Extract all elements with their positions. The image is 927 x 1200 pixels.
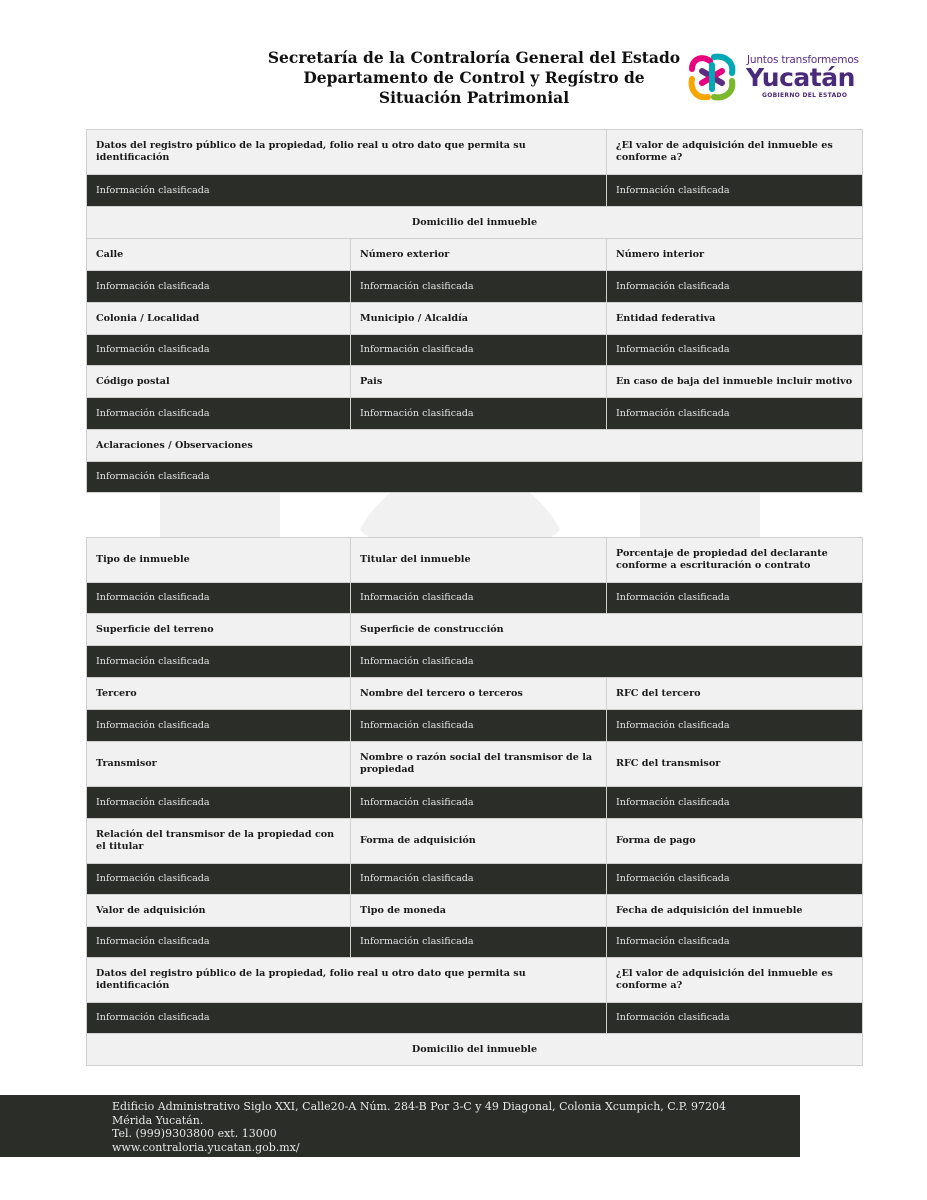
table-row bbox=[87, 271, 863, 303]
footer-line-address: Edificio Administrativo Siglo XXI, Calle20-A Núm. 284-B Por 3-C y 49 Diagonal, Colonia Xcumpich, C.P. 97204 bbox=[112, 1100, 726, 1113]
superficie-terreno-label: Superficie del terreno bbox=[87, 614, 351, 646]
table-row bbox=[87, 130, 863, 175]
relacion-transmisor-label: Relación del transmisor de la propiedad con el titular bbox=[87, 819, 351, 864]
fecha-adquisicion-label: Fecha de adquisición del inmueble bbox=[607, 895, 863, 927]
superficie-construccion-value: Información clasificada bbox=[351, 646, 863, 678]
table-row bbox=[87, 958, 863, 1003]
table-row bbox=[87, 646, 863, 678]
table-row bbox=[87, 1034, 863, 1066]
table-row bbox=[87, 303, 863, 335]
domicilio-section-title-2: Domicilio del inmueble bbox=[87, 1034, 863, 1066]
forma-adquisicion-value: Información clasificada bbox=[351, 864, 607, 895]
table-row bbox=[87, 366, 863, 398]
titular-label: Titular del inmueble bbox=[351, 538, 607, 583]
valor-conforme-label-2: ¿El valor de adquisición del inmueble es conforme a? bbox=[607, 958, 863, 1003]
table-row bbox=[87, 239, 863, 271]
tipo-inmueble-value: Información clasificada bbox=[87, 583, 351, 614]
tipo-inmueble-label: Tipo de inmueble bbox=[87, 538, 351, 583]
title-line-1: Secretaría de la Contraloría General del Estado bbox=[267, 48, 681, 67]
superficie-construccion-label: Superficie de construcción bbox=[351, 614, 863, 646]
pais-label: Pais bbox=[351, 366, 607, 398]
table-row bbox=[87, 538, 863, 583]
aclaraciones-label: Aclaraciones / Observaciones bbox=[87, 430, 863, 462]
table-row bbox=[87, 710, 863, 742]
pais-value: Información clasificada bbox=[351, 398, 607, 430]
numero-exterior-label: Número exterior bbox=[351, 239, 607, 271]
baja-motivo-value: Información clasificada bbox=[607, 398, 863, 430]
porcentaje-value: Información clasificada bbox=[607, 583, 863, 614]
table-row bbox=[87, 864, 863, 895]
table-row bbox=[87, 678, 863, 710]
titular-value: Información clasificada bbox=[351, 583, 607, 614]
valor-conforme-value-2: Información clasificada bbox=[607, 1003, 863, 1034]
nombre-transmisor-value: Información clasificada bbox=[351, 787, 607, 819]
numero-exterior-value: Información clasificada bbox=[351, 271, 607, 303]
footer-line-phone: Tel. (999)9303800 ext. 13000 bbox=[112, 1127, 277, 1140]
yucatan-logo bbox=[684, 49, 859, 105]
tercero-label: Tercero bbox=[87, 678, 351, 710]
nombre-tercero-value: Información clasificada bbox=[351, 710, 607, 742]
tipo-moneda-label: Tipo de moneda bbox=[351, 895, 607, 927]
footer-address bbox=[112, 1100, 726, 1154]
table-row bbox=[87, 927, 863, 958]
fecha-adquisicion-value: Información clasificada bbox=[607, 927, 863, 958]
tipo-moneda-value: Información clasificada bbox=[351, 927, 607, 958]
logo-name: Yucatán bbox=[746, 63, 855, 92]
codigo-postal-label: Código postal bbox=[87, 366, 351, 398]
valor-adquisicion-value: Información clasificada bbox=[87, 927, 351, 958]
domicilio-section-title: Domicilio del inmueble bbox=[87, 207, 863, 239]
municipio-value: Información clasificada bbox=[351, 335, 607, 366]
nombre-transmisor-label: Nombre o razón social del transmisor de la propiedad bbox=[351, 742, 607, 787]
numero-interior-label: Número interior bbox=[607, 239, 863, 271]
table-row bbox=[87, 614, 863, 646]
superficie-terreno-value: Información clasificada bbox=[87, 646, 351, 678]
domicilio-table bbox=[86, 129, 863, 493]
footer-line-city: Mérida Yucatán. bbox=[112, 1113, 204, 1127]
registro-value: Información clasificada bbox=[87, 175, 607, 207]
registro-label-2: Datos del registro público de la propiedad, folio real u otro dato que permita su identificación bbox=[87, 958, 607, 1003]
calle-label: Calle bbox=[87, 239, 351, 271]
rfc-transmisor-label: RFC del transmisor bbox=[607, 742, 863, 787]
forma-pago-label: Forma de pago bbox=[607, 819, 863, 864]
logo-subtitle: GOBIERNO DEL ESTADO bbox=[762, 92, 848, 99]
logo-tagline: Juntos transformemos bbox=[747, 54, 859, 66]
valor-conforme-value: Información clasificada bbox=[607, 175, 863, 207]
table-row bbox=[87, 335, 863, 366]
valor-adquisicion-label: Valor de adquisición bbox=[87, 895, 351, 927]
transmisor-value: Información clasificada bbox=[87, 787, 351, 819]
logo-emblem-icon bbox=[684, 49, 740, 105]
table-row bbox=[87, 175, 863, 207]
table-row bbox=[87, 819, 863, 864]
tercero-value: Información clasificada bbox=[87, 710, 351, 742]
nombre-tercero-label: Nombre del tercero o terceros bbox=[351, 678, 607, 710]
baja-motivo-label: En caso de baja del inmueble incluir motivo bbox=[607, 366, 863, 398]
table-row bbox=[87, 1003, 863, 1034]
page-footer bbox=[0, 1095, 800, 1157]
codigo-postal-value: Información clasificada bbox=[87, 398, 351, 430]
title-line-2: Departamento de Control y Regístro de bbox=[303, 68, 645, 87]
forma-adquisicion-label: Forma de adquisición bbox=[351, 819, 607, 864]
table-row bbox=[87, 742, 863, 787]
colonia-value: Información clasificada bbox=[87, 335, 351, 366]
forma-pago-value: Información clasificada bbox=[607, 864, 863, 895]
page-title bbox=[258, 48, 690, 108]
table-row bbox=[87, 398, 863, 430]
table-row bbox=[87, 462, 863, 493]
table-row bbox=[87, 583, 863, 614]
rfc-tercero-label: RFC del tercero bbox=[607, 678, 863, 710]
table-row bbox=[87, 207, 863, 239]
aclaraciones-value: Información clasificada bbox=[87, 462, 863, 493]
rfc-transmisor-value: Información clasificada bbox=[607, 787, 863, 819]
porcentaje-label: Porcentaje de propiedad del declarante conforme a escrituración o contrato bbox=[607, 538, 863, 583]
relacion-transmisor-value: Información clasificada bbox=[87, 864, 351, 895]
title-line-3: Situación Patrimonial bbox=[378, 88, 570, 107]
entidad-label: Entidad federativa bbox=[607, 303, 863, 335]
table-row bbox=[87, 430, 863, 462]
registro-label: Datos del registro público de la propiedad, folio real u otro dato que permita su identificación bbox=[87, 130, 607, 175]
inmueble-table bbox=[86, 537, 863, 1066]
transmisor-label: Transmisor bbox=[87, 742, 351, 787]
footer-line-website[interactable]: www.contraloria.yucatan.gob.mx/ bbox=[112, 1140, 300, 1154]
rfc-tercero-value: Información clasificada bbox=[607, 710, 863, 742]
table-row bbox=[87, 895, 863, 927]
municipio-label: Municipio / Alcaldía bbox=[351, 303, 607, 335]
calle-value: Información clasificada bbox=[87, 271, 351, 303]
valor-conforme-label: ¿El valor de adquisición del inmueble es conforme a? bbox=[607, 130, 863, 175]
entidad-value: Información clasificada bbox=[607, 335, 863, 366]
numero-interior-value: Información clasificada bbox=[607, 271, 863, 303]
colonia-label: Colonia / Localidad bbox=[87, 303, 351, 335]
table-row bbox=[87, 787, 863, 819]
registro-value-2: Información clasificada bbox=[87, 1003, 607, 1034]
